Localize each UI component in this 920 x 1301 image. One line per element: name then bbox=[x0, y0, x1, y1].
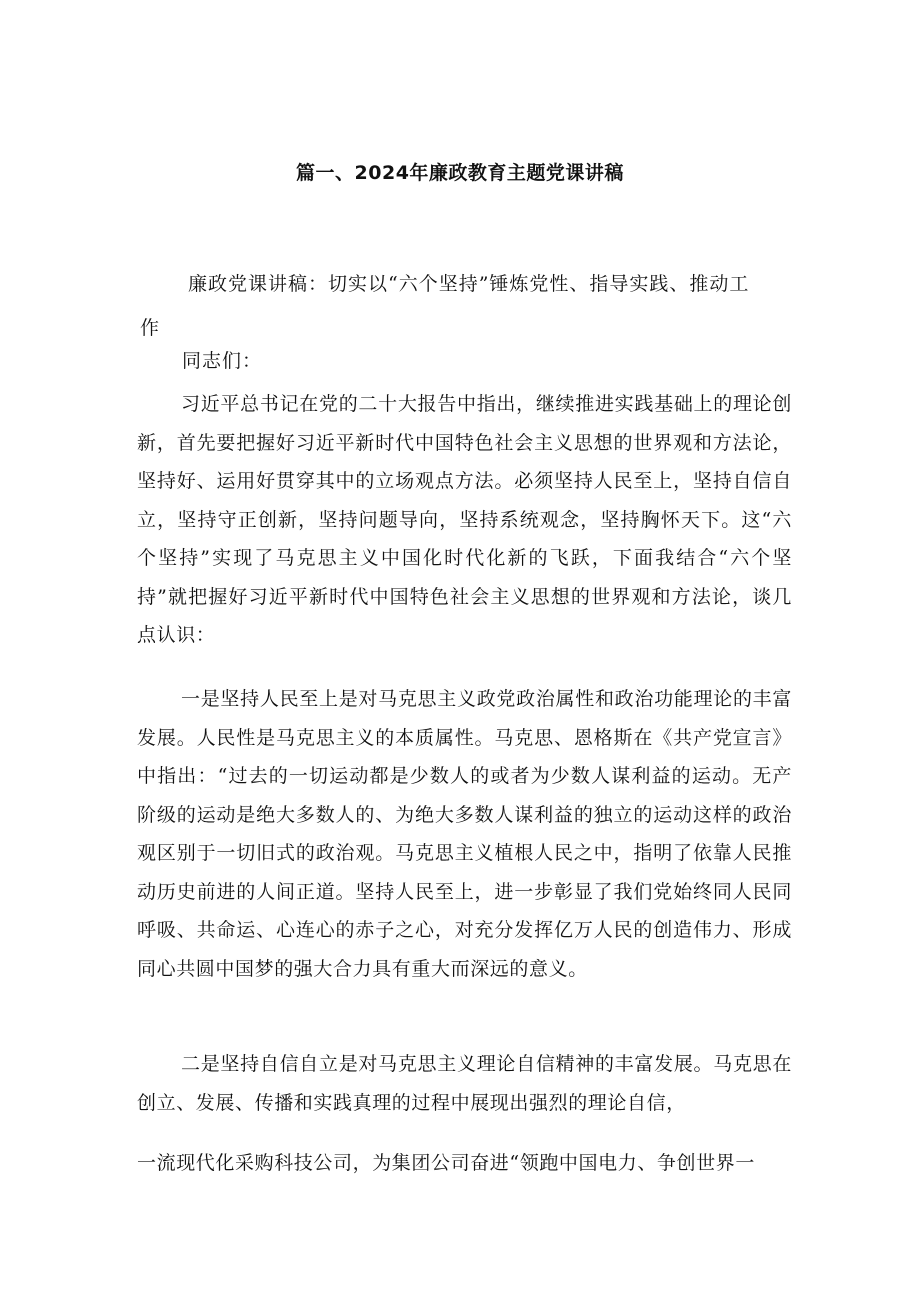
paragraph-intro: 习近平总书记在党的二十大报告中指出，继续推进实践基础上的理论创新，首先要把握好习近平新时代中国特色社会主义思想的世界观和方法论，坚持好、运用好贯穿其中的立场观点方法。必须坚持人民至上，坚持自信自立，坚持守正创新，坚持问题导向，坚持系统观念，坚持胸怀天下。这“六个坚持”实现了马克思主义中国化时代化新的飞跃，下面我结合“六个坚持”就把握好习近平新时代中国特色社会主义思想的世界观和方法论，谈几点认识： bbox=[137, 393, 792, 646]
document-subtitle: 廉政党课讲稿：切实以“六个坚持”锤炼党性、指导实践、推动工作 bbox=[140, 273, 750, 339]
footer-text-line: 一流现代化采购科技公司，为集团公司奋进“领跑中国电力、争创世界一 bbox=[137, 1152, 755, 1174]
paragraph-self-confidence: 二是坚持自信自立是对马克思主义理论自信精神的丰富发展。马克思在创立、发展、传播和实践真理的过程中展现出强烈的理论自信， bbox=[137, 1053, 792, 1114]
salutation: 同志们： bbox=[182, 350, 263, 372]
document-title: 篇一、2024年廉政教育主题党课讲稿 bbox=[296, 162, 624, 184]
paragraph-people-first: 一是坚持人民至上是对马克思主义政党政治属性和政治功能理论的丰富发展。人民性是马克思主义的本质属性。马克思、恩格斯在《共产党宣言》中指出：“过去的一切运动都是少数人的或者为少数人谋利益的运动。无产阶级的运动是绝大多数人的、为绝大多数人谋利益的独立的运动这样的政治观区别于一切旧式的政治观。马克思主义植根人民之中，指明了依靠人民推动历史前进的人间正道。坚持人民至上，进一步彰显了我们党始终同人民同呼吸、共命运、心连心的赤子之心，对充分发挥亿万人民的创造伟力、形成同心共圆中国梦的强大合力具有重大而深远的意义。 bbox=[137, 688, 792, 980]
